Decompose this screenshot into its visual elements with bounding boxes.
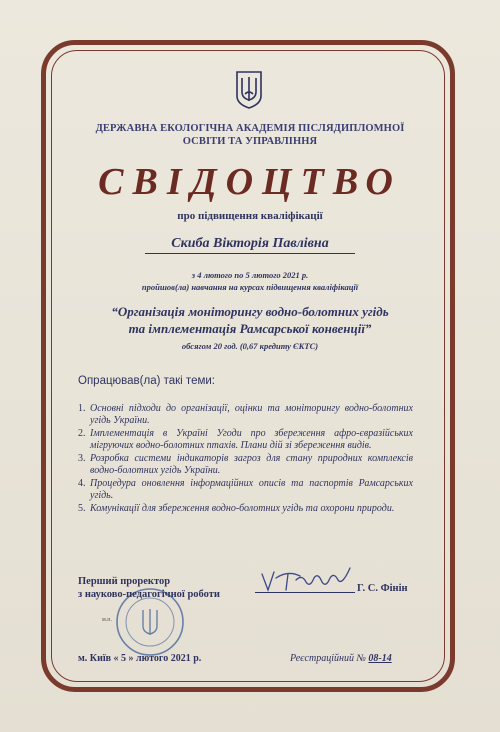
document-subtitle: про підвищення кваліфікації (177, 210, 323, 222)
registration-label: Реєстраційний № (290, 653, 366, 664)
list-item (78, 453, 413, 477)
topic-text: Розробка системи індикаторів загроз для стану природних комплексів водно-болотних угідь України. (90, 453, 413, 476)
coat-of-arms-icon (234, 70, 264, 110)
place-date: м. Київ « 5 » лютого 2021 р. (78, 653, 202, 664)
organization-line-2: ОСВІТИ ТА УПРАВЛІННЯ (182, 136, 318, 147)
topic-number: 5. (78, 503, 86, 514)
recipient-name: Скиба Вікторія Павлівна (145, 236, 355, 254)
organization-name (60, 122, 440, 148)
training-line: пройшов(ла) навчання на курсах підвищення кваліфікації (141, 282, 359, 292)
topic-number: 4. (78, 478, 86, 489)
stamp-mark: м.п. (102, 617, 113, 623)
signature-line (255, 592, 355, 593)
topic-text: Основні підходи до організації, оцінки та моніторингу водно-болотних угідь України. (90, 403, 413, 426)
course-hours: обсягом 20 год. (0,67 кредиту ЄКТС) (181, 341, 319, 351)
list-item (78, 478, 413, 502)
topic-text: Процедура оновлення інформаційних описів та паспортів Рамсарських угідь. (90, 478, 413, 501)
topic-number: 1. (78, 403, 86, 414)
list-item (78, 403, 413, 427)
list-item (78, 503, 413, 515)
signer-title-line-1: Перший проректор (78, 576, 171, 587)
course-title (60, 303, 440, 337)
dates-line: з 4 лютого по 5 лютого 2021 р. (191, 270, 309, 280)
signer-title-line-2: з науково-педагогічної роботи (78, 589, 220, 600)
handwritten-signature (258, 566, 354, 594)
signer-name: Г. С. Фінін (357, 583, 408, 594)
registration (290, 653, 392, 664)
signer-title (78, 575, 220, 601)
training-info (60, 269, 440, 293)
topic-number: 3. (78, 453, 86, 464)
document-title: СВІДОЦТВО (98, 161, 402, 203)
topic-text: Комунікації для збереження водно-болотних угідь та охорони природи. (90, 503, 395, 514)
organization-line-1: ДЕРЖАВНА ЕКОЛОГІЧНА АКАДЕМІЯ ПІСЛЯДИПЛОМНОЇ (95, 123, 405, 134)
course-line-1: “Організація моніторингу водно-болотних угідь (111, 304, 389, 319)
list-item (78, 428, 413, 452)
topics-heading: Опрацював(ла) такі теми: (78, 375, 215, 387)
topic-text: Імплементація в Україні Угоди про збереження афро-євразійських мігруючих водно-болотних птахів. Плани дій зі збереження видів. (90, 428, 413, 451)
topic-number: 2. (78, 428, 86, 439)
registration-number: 08-14 (368, 653, 392, 664)
course-line-2: та імплементація Рамсарської конвенції” (128, 321, 372, 336)
topics-list (78, 403, 413, 516)
